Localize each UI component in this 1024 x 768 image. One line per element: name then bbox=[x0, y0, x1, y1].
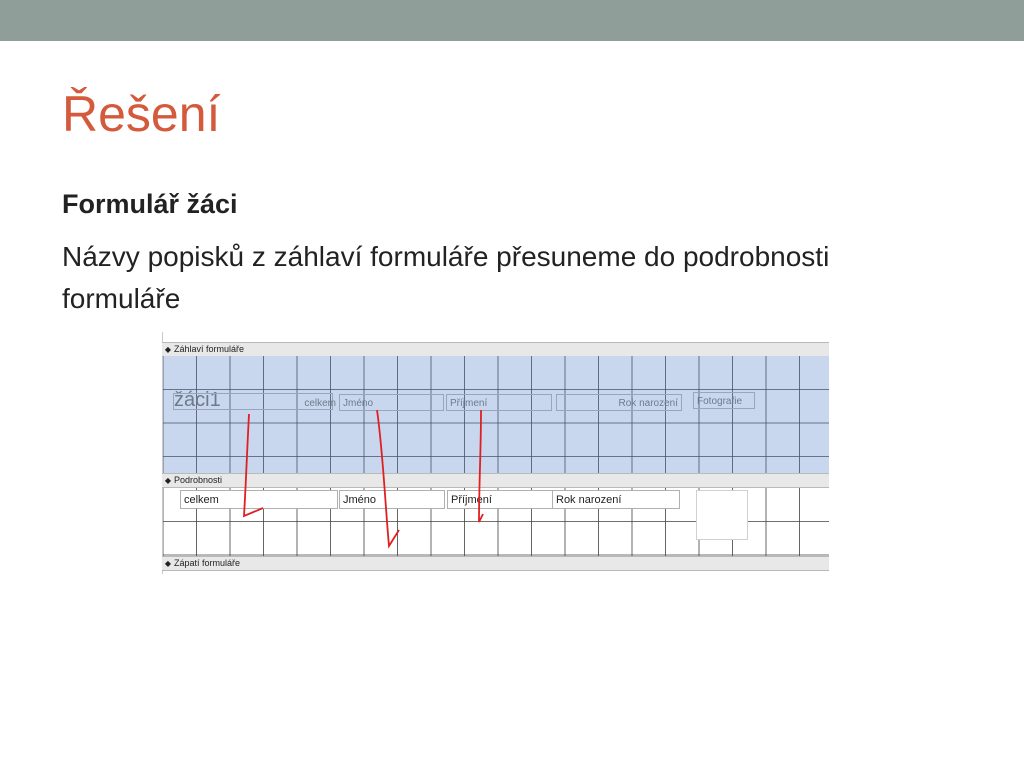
header-label-fotografie[interactable]: Fotografie bbox=[693, 392, 755, 409]
section-footer-label: Zápatí formuláře bbox=[174, 558, 241, 568]
form-title-label[interactable]: žáci1 bbox=[174, 389, 221, 411]
top-banner bbox=[0, 0, 1024, 41]
detail-field-jmeno[interactable]: Jméno bbox=[339, 490, 445, 509]
section-bar-footer[interactable] bbox=[162, 556, 829, 571]
header-label-celkem[interactable]: celkem bbox=[304, 398, 336, 409]
section-arrow-icon: ◆ bbox=[164, 345, 172, 354]
section-arrow-icon: ◆ bbox=[164, 476, 172, 485]
form-header-area[interactable] bbox=[163, 356, 829, 475]
vertical-ruler bbox=[153, 332, 163, 574]
slide-title: Řešení bbox=[62, 86, 221, 142]
form-designer-screenshot bbox=[153, 332, 829, 574]
header-label-prijmeni[interactable]: Příjmení bbox=[446, 394, 552, 411]
header-grid bbox=[163, 356, 829, 475]
detail-field-rok-narozeni[interactable]: Rok narození bbox=[552, 490, 680, 509]
photo-frame[interactable] bbox=[696, 490, 748, 540]
slide-subheading: Formulář žáci bbox=[62, 189, 238, 219]
header-label-jmeno[interactable]: Jméno bbox=[339, 394, 444, 411]
section-header-label: Záhlaví formuláře bbox=[174, 344, 245, 354]
section-bar-header[interactable] bbox=[162, 342, 829, 357]
header-label-rok-narozeni[interactable]: Rok narození bbox=[556, 394, 682, 411]
detail-field-celkem[interactable]: celkem bbox=[180, 490, 338, 509]
slide-body-text: Názvy popisků z záhlaví formuláře přesuneme do podrobnosti formuláře bbox=[62, 241, 830, 314]
section-bar-detail[interactable] bbox=[162, 473, 829, 488]
detail-field-prijmeni[interactable]: Příjmení bbox=[447, 490, 553, 509]
ruler bbox=[153, 332, 829, 342]
section-arrow-icon: ◆ bbox=[164, 559, 172, 568]
section-detail-label: Podrobnosti bbox=[174, 475, 223, 485]
